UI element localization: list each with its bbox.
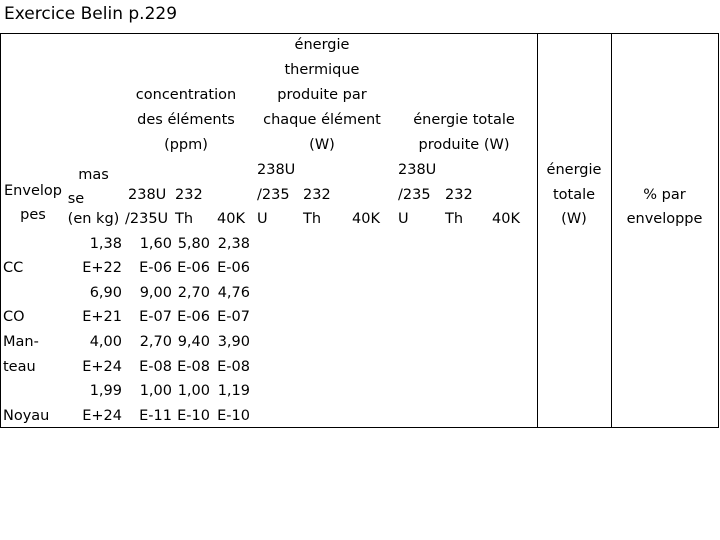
header-thermal-energy: chaque élément [263, 112, 381, 128]
header-thermal-energy: produite par [277, 87, 367, 103]
cell-conc-u: 1,00 [139, 383, 172, 399]
row-label: CC [3, 260, 24, 276]
data-table [0, 33, 719, 428]
cell-conc-k: E-06 [217, 260, 250, 276]
cell-mass: E+24 [82, 408, 122, 424]
conc-sub-th: 232 [175, 187, 203, 203]
cell-conc-u: E-06 [139, 260, 172, 276]
row-label: Noyau [3, 408, 50, 424]
thermal-sub-th: 232 [303, 187, 331, 203]
header-mass: se [67, 191, 85, 207]
header-envelope: pes [20, 207, 46, 223]
cell-conc-u: 1,60 [139, 236, 172, 252]
cell-conc-u: 2,70 [139, 334, 172, 350]
cell-conc-k: E-10 [217, 408, 250, 424]
cell-conc-k: 1,19 [217, 383, 250, 399]
cell-conc-th: 9,40 [177, 334, 210, 350]
cell-mass: E+21 [82, 309, 122, 325]
cell-conc-u: E-11 [139, 408, 172, 424]
total-prod-sub-th: 232 [445, 187, 473, 203]
total-prod-sub-u: 238U [398, 162, 437, 178]
header-total-energy: totale [552, 187, 596, 203]
thermal-sub-k: 40K [352, 211, 380, 227]
cell-mass: 1,38 [89, 236, 122, 252]
cell-conc-k: 3,90 [217, 334, 250, 350]
cell-conc-th: 1,00 [177, 383, 210, 399]
header-concentration: concentration [135, 87, 237, 103]
header-thermal-energy: thermique [284, 62, 360, 78]
header-mass: (en kg) [67, 211, 120, 227]
page-title: Exercice Belin p.229 [4, 4, 178, 24]
total-prod-sub-k: 40K [492, 211, 520, 227]
header-mass: mas [78, 167, 109, 183]
row-label: teau [3, 359, 36, 375]
cell-conc-u: E-08 [139, 359, 172, 375]
header-thermal-energy: (W) [309, 137, 335, 153]
header-thermal-energy: énergie [294, 37, 350, 53]
cell-conc-k: 4,76 [217, 285, 250, 301]
total-prod-sub-th: Th [445, 211, 464, 227]
header-total-produced: produite (W) [418, 137, 510, 153]
cell-conc-k: 2,38 [217, 236, 250, 252]
cell-conc-k: E-07 [217, 309, 250, 325]
thermal-sub-u: 238U [257, 162, 296, 178]
row-label: CO [3, 309, 25, 325]
header-envelope: Envelop [4, 183, 62, 199]
cell-mass: E+24 [82, 359, 122, 375]
cell-conc-u: 9,00 [139, 285, 172, 301]
conc-sub-k: 40K [217, 211, 245, 227]
conc-sub-u: 238U [128, 187, 167, 203]
cell-conc-th: E-06 [177, 260, 210, 276]
thermal-sub-u: U [257, 211, 268, 227]
cell-mass: E+22 [82, 260, 122, 276]
conc-sub-u: /235U [125, 211, 169, 227]
row-label: Man- [3, 334, 39, 350]
cell-conc-th: E-06 [177, 309, 210, 325]
header-concentration: des éléments [137, 112, 235, 128]
header-total-energy: énergie [546, 162, 602, 178]
cell-mass: 4,00 [89, 334, 122, 350]
cell-conc-th: E-10 [177, 408, 210, 424]
cell-conc-th: 2,70 [177, 285, 210, 301]
cell-mass: 6,90 [89, 285, 122, 301]
cell-conc-th: E-08 [177, 359, 210, 375]
total-prod-sub-u: /235 [398, 187, 431, 203]
header-percent: % par [643, 187, 686, 203]
table-border-right [718, 33, 719, 428]
header-concentration: (ppm) [164, 137, 208, 153]
conc-sub-th: Th [175, 211, 194, 227]
total-prod-sub-u: U [398, 211, 409, 227]
header-total-energy: (W) [561, 211, 587, 227]
cell-conc-k: E-08 [217, 359, 250, 375]
header-total-produced: énergie totale [413, 112, 515, 128]
thermal-sub-u: /235 [257, 187, 290, 203]
cell-conc-th: 5,80 [177, 236, 210, 252]
cell-mass: 1,99 [89, 383, 122, 399]
header-percent: enveloppe [626, 211, 703, 227]
cell-conc-u: E-07 [139, 309, 172, 325]
thermal-sub-th: Th [303, 211, 322, 227]
table-border-left [0, 33, 1, 428]
